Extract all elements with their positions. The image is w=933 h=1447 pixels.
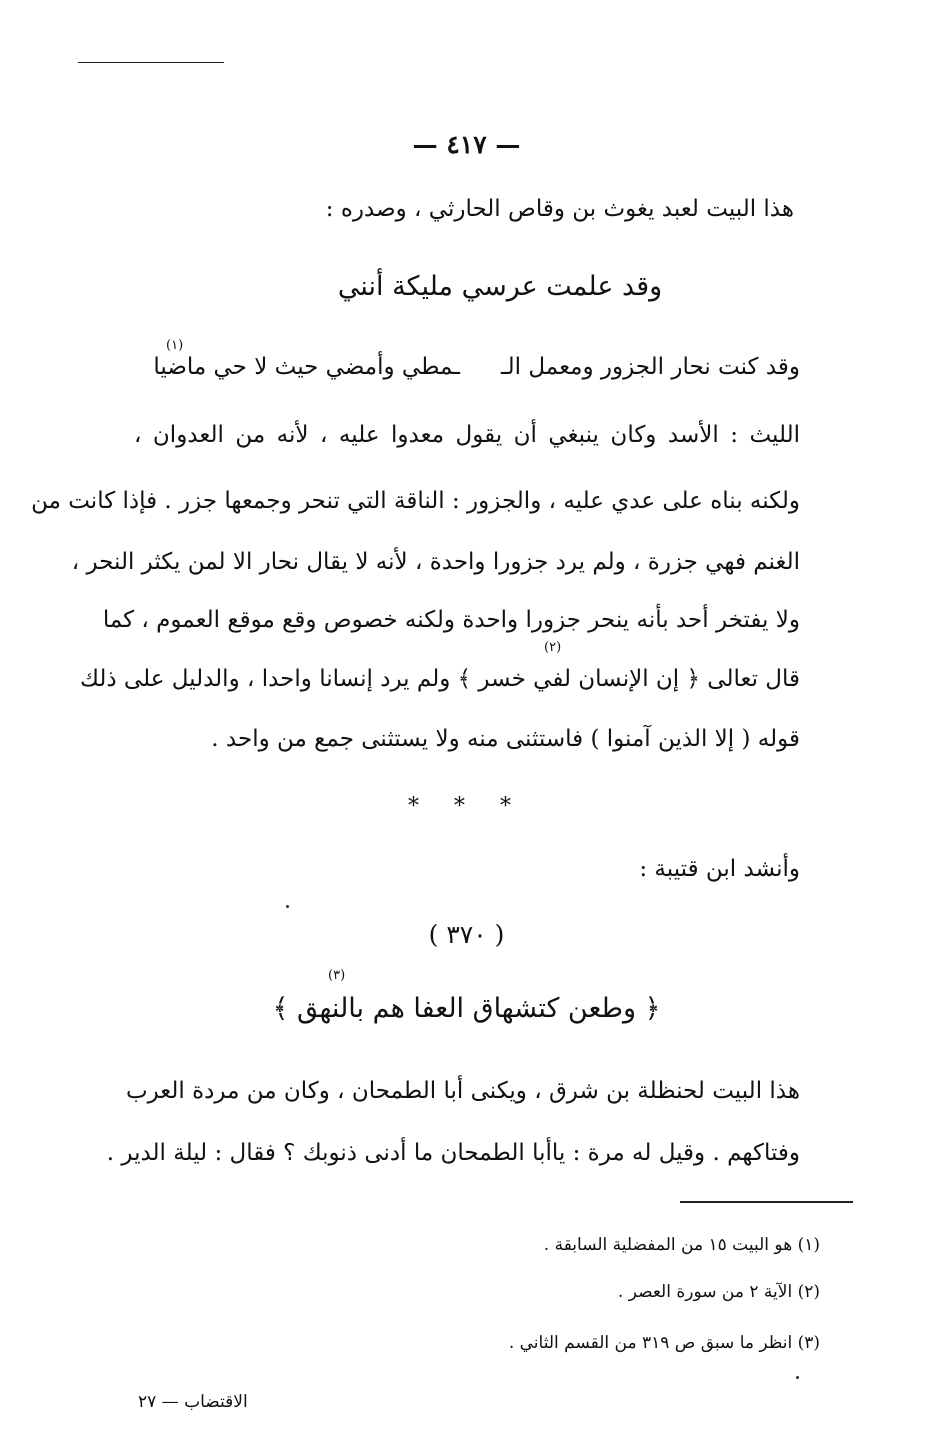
verse-second-left: ـمطي وأمضي حيث لا حي ماضيا bbox=[153, 354, 460, 380]
paragraph-line-2: ولكنه بناه على عدي عليه ، والجزور : الناقة التي تنحر وجمعها جزر . فإذا كانت من bbox=[31, 488, 800, 514]
speck bbox=[796, 1376, 799, 1379]
verse-first-hemistich: وقد علمت عرسي مليكة أنني bbox=[337, 271, 663, 302]
speck bbox=[286, 905, 289, 908]
paragraph-line-7: هذا البيت لحنظلة بن شرق ، ويكنى أبا الطمحان ، وكان من مردة العرب bbox=[125, 1078, 800, 1104]
page-number: — ٤١٧ — bbox=[412, 130, 521, 159]
footnote-3: (٣) انظر ما سبق ص ٣١٩ من القسم الثاني . bbox=[508, 1333, 820, 1353]
top-rule bbox=[78, 62, 224, 63]
footnote-1: (١) هو البيت ١٥ من المفضلية السابقة . bbox=[543, 1235, 820, 1255]
section-separator: * * * bbox=[408, 794, 525, 819]
verse-third: ﴿ وطعن كتشهاق العفا هم بالنهق ﴾ bbox=[272, 993, 661, 1024]
paragraph-line-6: قوله ( إلا الذين آمنوا ) فاستثنى منه ولا يستثنى جمع من واحد . bbox=[211, 726, 800, 752]
paragraph-line-3: الغنم فهي جزرة ، ولم يرد جزورا واحدة ، لأنه لا يقال نحار الا لمن يكثر النحر ، bbox=[71, 549, 800, 575]
footnote-rule bbox=[680, 1201, 853, 1203]
paragraph-line-8: وفتاكهم . وقيل له مرة : ياأبا الطمحان ما أدنى ذنوبك ؟ فقال : ليلة الدير . bbox=[106, 1140, 800, 1166]
signature-line: الاقتضاب — ٢٧ bbox=[138, 1392, 248, 1412]
paragraph-line-1: الليث : الأسد وكان ينبغي أن يقول معدوا عليه ، لأنه من العدوان ، bbox=[134, 422, 800, 448]
footnote-marker-3: (٣) bbox=[328, 968, 346, 983]
footnote-2: (٢) الآية ٢ من سورة العصر . bbox=[617, 1282, 820, 1302]
footnote-marker-1: (١) bbox=[166, 338, 184, 353]
intro-line: وأنشد ابن قتيبة : bbox=[639, 856, 800, 882]
footnote-marker-2: (٢) bbox=[544, 640, 562, 655]
paragraph-line-4: ولا يفتخر أحد بأنه ينحر جزورا واحدة ولكنه خصوص وقع موقع العموم ، كما bbox=[102, 607, 800, 633]
attribution-line: هذا البيت لعبد يغوث بن وقاص الحارثي ، وصدره : bbox=[325, 196, 794, 222]
paragraph-line-5: قال تعالى ﴿ إن الإنسان لفي خسر ﴾ ولم يرد إنسانا واحدا ، والدليل على ذلك bbox=[79, 666, 800, 692]
verse-second-right: وقد كنت نحار الجزور ومعمل الـ bbox=[500, 354, 800, 380]
verse-number-heading: ( ٣٧٠ ) bbox=[428, 920, 505, 949]
